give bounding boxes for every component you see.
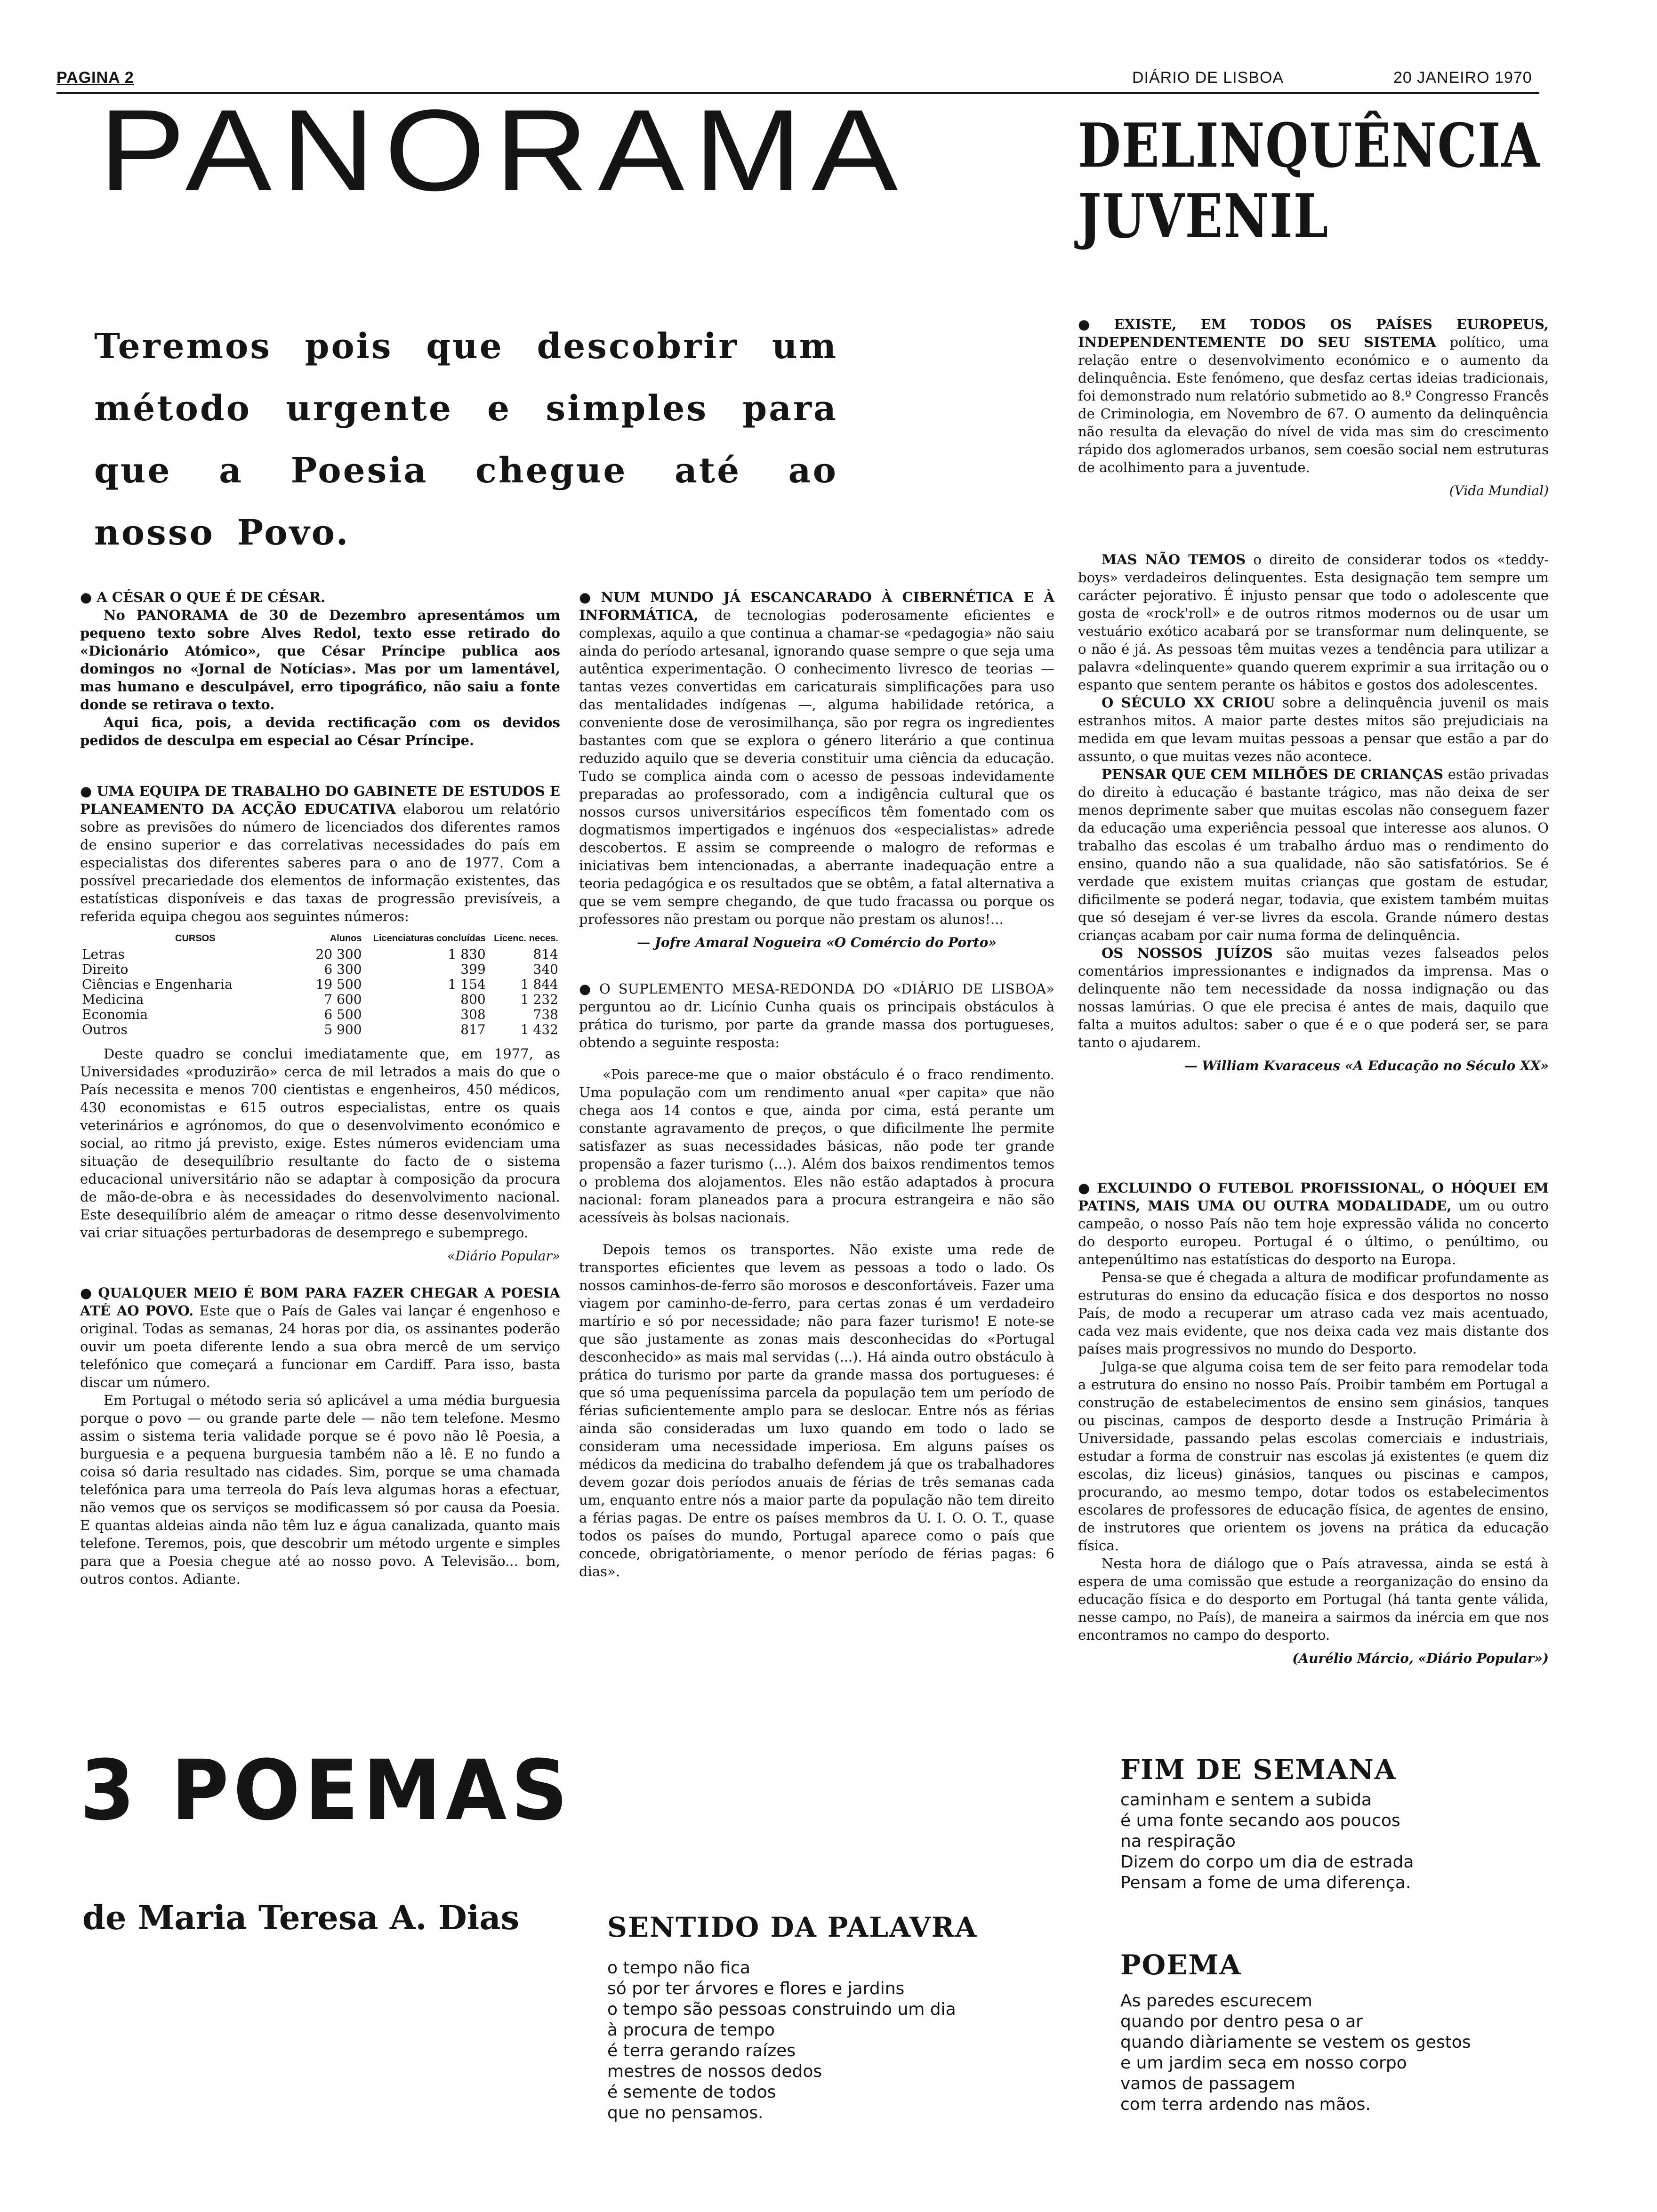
table-cell: Medicina <box>82 992 144 1007</box>
sport-article-p3: Julga-se que alguma coisa tem de ser feito para remodelar toda a estrutura do ensino no nosso País. Proibir também em Portugal a construção de estabelecimentos de ensino sem ginásios, tanques ou piscinas, campos de desporto desde a Instrução Primária à Universidade, passando pelas escolas comerciais e industriais, estudar a forma de construir nas escolas já existentes (e quem diz escolas, diz liceus) ginásios, tanques ou piscinas e campos, procurando, ao mesmo tempo, dotar todos os estabelecimentos escolares de professores de educação física, de agentes de ensino, de instrutores que orientem os jovens na prática da educação física. <box>1078 1359 1549 1554</box>
table-cell: Outros <box>82 1022 128 1037</box>
table-header: Licenciaturas concluídas <box>373 933 486 944</box>
table-cell: 6 300 <box>324 962 362 977</box>
poem-title: FIM DE SEMANA <box>1120 1754 1397 1786</box>
issue-date: 20 JANEIRO 1970 <box>1393 69 1532 87</box>
feature-headline-line-1: DELINQUÊNCIA <box>1078 111 1541 181</box>
table-cell: Ciências e Engenharia <box>82 977 233 992</box>
table-row <box>80 962 560 977</box>
table-row <box>80 1007 560 1022</box>
table-cell: 738 <box>533 1007 558 1022</box>
poem-line: As paredes escurecem <box>1120 1991 1312 2011</box>
table-header-row <box>80 933 560 947</box>
poem-line: vamos de passagem <box>1120 2074 1295 2093</box>
poems-title: 3 POEMAS <box>80 1742 572 1839</box>
delinquency-intro <box>1078 315 1549 500</box>
delinquency-p3: O SÉCULO XX CRIOU sobre a delinquência juvenil os mais estranhos mitos. A maior parte destes mitos são prejudiciais na medida em que levam muitas pessoas a pensar que estão a par do assunto, o que muitas vezes não acontece. <box>1078 695 1549 764</box>
table-cell: 5 900 <box>324 1022 362 1037</box>
poem-line: só por ter árvores e flores e jardins <box>607 1979 905 1998</box>
sport-article: ● EXCLUINDO O FUTEBOL PROFISSIONAL, O HÓQUEI EM PATINS, MAIS UMA OU OUTRA MODALIDADE, um ou outro campeão, o nosso País não tem hoje expressão válida no concerto do desporto europeu. Portugal é o último, o penúltimo, ou antepenúltimo nas estatísticas do desporto na Europa. <box>1078 1180 1549 1267</box>
column-2 <box>579 588 1054 1580</box>
table-header: CURSOS <box>175 933 216 944</box>
poetry-phone-article: ● QUALQUER MEIO É BOM PARA FAZER CHEGAR A POESIA ATÉ AO POVO. Este que o País de Gales vai lançar é engenhoso e original. Todas as semanas, 24 horas por dia, os assinantes poderão ouvir um poeta diferente lendo a sua obra mercê de um serviço telefónico que começará a funcionar em Cardiff. Para isso, basta discar um número. <box>80 1285 561 1390</box>
table-cell: 7 600 <box>324 992 362 1007</box>
table-cell: 399 <box>460 962 486 977</box>
cybernetics-article-source: — Jofre Amaral Nogueira «O Comércio do Porto» <box>637 935 997 950</box>
page-number: PAGINA 2 <box>56 69 134 87</box>
table-cell: Direito <box>82 962 129 977</box>
sport-article-p2: Pensa-se que é chegada a altura de modificar profundamente as estruturas do ensino da educação física e dos desportos no nosso País, de modo a recuperar um atraso cada vez mais acentuado, cada vez mais evidente, que nos deixa cada vez mais distante dos países mais progressivos no mundo do Desporto. <box>1078 1269 1549 1357</box>
poem-line: o tempo são pessoas construindo um dia <box>607 2000 956 2019</box>
poem-line: caminham e sentem a subida <box>1120 1790 1372 1810</box>
poem-line: é uma fonte secando aos poucos <box>1120 1811 1400 1830</box>
delinquency-p1-source: (Vida Mundial) <box>1449 483 1549 498</box>
table-cell: 817 <box>460 1022 486 1037</box>
poem-line: que no pensamos. <box>607 2103 764 2123</box>
cesar-article: ● A CÉSAR O QUE É DE CÉSAR. <box>80 589 326 605</box>
column-3-sport <box>1078 1179 1549 1667</box>
cybernetics-article: ● NUM MUNDO JÁ ESCANCARADO À CIBERNÉTICA E À INFORMÁTICA, de tecnologias poderosamente eficientes e complexas, aquilo a que continua a chamar-se «pedagogia» não saiu ainda do período artesanal, ignorando quase sempre o que seja uma autêntica experimentação. O conhecimento livresco de teorias — tantas vezes convertidas em caricaturais simplificações para uso das mentalidades indígenas —, alguma habilidade retórica, a conveniente dose de verosimilhança, são por regra os ingredientes bastantes com que se explora o género literário a que continua reduzido aquilo que se deveria constituir uma ciência da educação. Tudo se complica ainda com o acesso de pessoas indevidamente preparadas ao professorado, com a indigência cultural que os nossos cursos universitários específicos têm fomentado com os dogmatismos impertigados e ingénuos dos «especialistas» adrede descobertos. E assim se compreende o malogro de reformas e iniciativas bem intencionadas, a aberrante inadequação entre a teoria pedagógica e os resultados que se obtêm, a fatal alternativa a que se vem sempre chegando, de que tudo fracassa ou porque os professores não prestam ou porque não prestam os alunos!... <box>579 589 1054 927</box>
table-row <box>80 1022 560 1037</box>
table-row <box>80 977 560 992</box>
poetry-phone-article-2: Em Portugal o método seria só aplicável a uma média burguesia porque o povo — ou grande parte dele — não tem telefone. Mesmo assim o sistema teria validade porque se é povo não lê Poesia, a burguesia e a pequena burguesia também não a lê. E no fundo a coisa só daria resultado nas cidades. Sim, porque se uma chamada telefónica para uma terreola do País leva algumas horas a efectuar, não vemos que os serviços se modificassem só por causa da Poesia. E quantas aldeias ainda não têm luz e água canalizada, quanto mais telefone. Teremos, pois, que descobrir um método urgente e simples para que a Poesia chegue até ao nosso povo. A Televisão... bom, outros contos. Adiante. <box>80 1392 560 1587</box>
table-cell: Letras <box>82 946 125 962</box>
delinquency-body <box>1078 551 1549 1075</box>
poem-body <box>1120 1991 1544 2115</box>
table-cell: 814 <box>533 946 558 962</box>
delinquency-p2: MAS NÃO TEMOS o direito de considerar todos os «teddy-boys» verdadeiros delinquentes. Esta designação tem sempre um carácter pejorativo. É injusto pensar que todo o adolescente que gosta de «rock'roll» e de outros ritmos modernos ou de usar um vestuário exótico acabará por se transformar num delinquente, se o não é já. As pessoas têm muitas vezes a tendência para utilizar a palavra «delinquente» quando querem exprimir a sua irritação ou o espanto que sentem perante os hábitos e gostos dos adolescentes. <box>1078 552 1549 693</box>
cesar-article-text-2: Aqui fica, pois, a devida rectificação com os devidos pedidos de desculpa em especial ao César Príncipe. <box>80 714 560 748</box>
poem-line: o tempo não fica <box>607 1958 750 1978</box>
table-header: Alunos <box>330 933 362 944</box>
poem-line: na respiração <box>1120 1832 1236 1851</box>
table-cell: 308 <box>460 1007 486 1022</box>
table-row <box>80 992 560 1007</box>
table-cell: 1 232 <box>520 992 558 1007</box>
table-cell: 6 500 <box>324 1007 362 1022</box>
poem-body <box>607 1958 1031 2124</box>
tourism-quote-1: «Pois parece-me que o maior obstáculo é o fraco rendimento. Uma população com um rendimento anual «per capita» que não chega aos 14 contos e que, ainda por cima, está perante um constante agravamento de preços, o que dificilmente lhe permite satisfazer as suas necessidades básicas, não pode ter grande propensão a fazer turismo (...). Além dos baixos rendimentos temos o problema dos alojamentos. Eles não estão adaptados à procura nacional: foram planeados para a procura estrangeira e não são acessíveis às bolsas nacionais. <box>579 1066 1054 1226</box>
section-masthead: PANORAMA <box>99 86 908 215</box>
table-cell: 1 432 <box>520 1022 558 1037</box>
table-cell: 1 830 <box>448 946 486 962</box>
tourism-quote-2: Depois temos os transportes. Não existe uma rede de transportes eficientes que levem as pessoas a todo o lado. Os nossos caminhos-de-ferro são morosos e desconfortáveis. Fazer uma viagem por caminho-de-ferro, para certas zonas é um verdadeiro martírio e só por necessidade; não para fazer turismo! E note-se que são justamente as zonas mais desconhecidas do «Portugal desconhecido» as mais mal servidas (...). Há ainda outro obstáculo à prática do turismo por parte da grande massa dos portugueses: é que só uma pequeníssima parcela da população tem um período de férias suficientemente amplo para se deslocar. Entre nós as férias ainda são consideradas um luxo quando em todo o lado se consideram uma necessidade imperiosa. Em alguns países os médicos da medicina do trabalho defendem já que os trabalhadores devem gozar dois períodos anuais de férias de três semanas cada um, enquanto entre nós a maior parte da população não tem direito a férias pagas. De entre os países membros da U. I. O. O. T., quase todos os países do mundo, Portugal aparece como o país que concede, obrigatòriamente, o menor período de férias pagas: 6 dias». <box>579 1242 1054 1579</box>
graduates-table <box>80 933 560 1037</box>
delinquency-p5: OS NOSSOS JUÍZOS são muitas vezes falseados pelos comentários impressionantes e indignados da imprensa. Mas o delinquente não tem necessidade da nossa indignação ou das nossas lamúrias. O que ele precisa é antes de mais, daquilo que falta a muitos adultos: saber o que é e o que poderá ser, se para tanto o ajudarem. <box>1078 945 1549 1050</box>
gepae-article-source: «Diário Popular» <box>447 1248 560 1264</box>
table-cell: 340 <box>533 962 558 977</box>
poem-fim-de-semana <box>1120 1753 1544 1893</box>
lead-deck: Teremos pois que descobrir um método urgente e simples para que a Poesia chegue até ao nosso Povo. <box>94 326 838 553</box>
poem-line: quando por dentro pesa o ar <box>1120 2012 1363 2031</box>
table-cell: Economia <box>82 1007 148 1022</box>
poem-line: é semente de todos <box>607 2083 776 2102</box>
poem-line: mestres de nossos dedos <box>607 2062 822 2081</box>
table-cell: 19 500 <box>315 977 362 992</box>
gepae-article-conclusion: Deste quadro se conclui imediatamente que, em 1977, as Universidades «produzirão» cerca de mil letrados a mais do que o País necessita e menos 700 cientistas e engenheiros, 450 médicos, 430 economistas e 615 outros especialistas, entre os quais veterinários e agrónomos, do que o desenvolvimento económico e social, ao ritmo já previsto, exige. Estes números evidenciam uma situação de desequilíbrio resultante do facto de o sistema educacional universitário não se adaptar à composição da procura de mão-de-obra e às necessidades do desenvolvimento nacional. Este desequilíbrio além de ameaçar o ritmo desse desenvolvimento vai criar situações perturbadoras de desemprego e subemprego. <box>80 1046 560 1241</box>
sport-article-source: (Aurélio Márcio, «Diário Popular») <box>1292 1651 1549 1666</box>
delinquency-p5-source: — William Kvaraceus «A Educação no Século XX» <box>1184 1058 1549 1074</box>
column-1 <box>80 588 560 1588</box>
delinquency-p1: ● EXISTE, EM TODOS OS PAÍSES EUROPEUS, INDEPENDENTEMENTE DO SEU SISTEMA político, uma relação entre o desenvolvimento económico e o aumento da delinquência. Este fenómeno, que desfaz certas ideias tradicionais, foi demonstrado num relatório submetido ao 8.º Congresso Francês de Criminologia, em Novembro de 67. O aumento da delinquência não resulta da elevação do nível de vida mas sim do crescimento rápido dos aglomerados urbanos, sem coesão social nem estruturas de acolhimento para a juventude. <box>1078 316 1549 475</box>
poem-line: Pensam a fome de uma diferença. <box>1120 1873 1411 1892</box>
poem-line: e um jardim seca em nosso corpo <box>1120 2053 1407 2073</box>
table-cell: 1 844 <box>520 977 558 992</box>
delinquency-p4: PENSAR QUE CEM MILHÕES DE CRIANÇAS estão privadas do direito à educação é bastante trágico, mas não deixa de ser menos deprimente saber que muitas escolas não conseguem fazer da educação uma experiência pessoal que interesse aos alunos. O trabalho das escolas é um trabalho árduo mas o rendimento do ensino, quando não a sua qualidade, não são satisfatórios. Se é verdade que existem muitas crianças que gostam de estudar, dificilmente se poderá negar, todavia, que existem também muitas que só desejam é ver-se livres da escola. Grande número destas crianças acabam por cair numa forma de delinquência. <box>1078 766 1549 943</box>
poem-body <box>1120 1790 1544 1893</box>
gepae-article: ● UMA EQUIPA DE TRABALHO DO GABINETE DE ESTUDOS E PLANEAMENTO DA ACÇÃO EDUCATIVA elaborou um relatório sobre as previsões do número de licenciados dos diferentes ramos de ensino superior e das correlativas necessidades do país em especialistas dos diferentes saberes para o ano de 1977. Com a possível precariedade dos elementos de informação existentes, das estatísticas disponíveis e das taxas de progressão previsíveis, a referida equipa chegou aos seguintes números: <box>80 783 560 924</box>
tourism-article: ● O SUPLEMENTO MESA-REDONDA DO «DIÁRIO DE LISBOA» perguntou ao dr. Licínio Cunha quais os principais obstáculos à prática do turismo, por parte da grande massa dos portugueses, obtendo a seguinte resposta: <box>579 981 1054 1050</box>
sport-article-p4: Nesta hora de diálogo que o País atravessa, ainda se está à espera de uma comissão que estude a reorganização do ensino da educação física e do desporto em Portugal (há tanta gente válida, nesse campo, no País), de maneira a sairmos da inércia em que nos encontramos no campo do desporto. <box>1078 1555 1549 1643</box>
table-cell: 800 <box>460 992 486 1007</box>
poems-author: de Maria Teresa A. Dias <box>82 1898 520 1937</box>
cesar-article-text: No PANORAMA de 30 de Dezembro apresentámos um pequeno texto sobre Alves Redol, texto esse retirado do «Dicionário Atómico», que César Príncipe publica aos domingos no «Jornal de Notícias». Mas por um lamentável, mas humano e desculpável, erro tipográfico, não saiu a fonte donde se retirava o texto. <box>80 607 560 713</box>
newspaper-name: DIÁRIO DE LISBOA <box>1132 69 1284 87</box>
poem-poema <box>1120 1948 1544 2115</box>
poem-line: à procura de tempo <box>607 2020 775 2040</box>
table-row <box>80 947 560 962</box>
poem-title: POEMA <box>1120 1949 1242 1981</box>
poem-title: SENTIDO DA PALAVRA <box>607 1911 978 1943</box>
table-cell: 1 154 <box>448 977 486 992</box>
table-header: Licenc. neces. <box>494 933 558 944</box>
feature-headline-line-2: JUVENIL <box>1078 181 1329 252</box>
poem-line: com terra ardendo nas mãos. <box>1120 2095 1371 2114</box>
poem-line: Dizem do corpo um dia de estrada <box>1120 1852 1414 1872</box>
poem-line: quando diàriamente se vestem os gestos <box>1120 2033 1471 2052</box>
poem-sentido-da-palavra <box>607 1911 1031 2124</box>
table-cell: 20 300 <box>315 946 362 962</box>
poem-line: é terra gerando raízes <box>607 2041 796 2060</box>
feature-headline <box>1078 111 1541 252</box>
